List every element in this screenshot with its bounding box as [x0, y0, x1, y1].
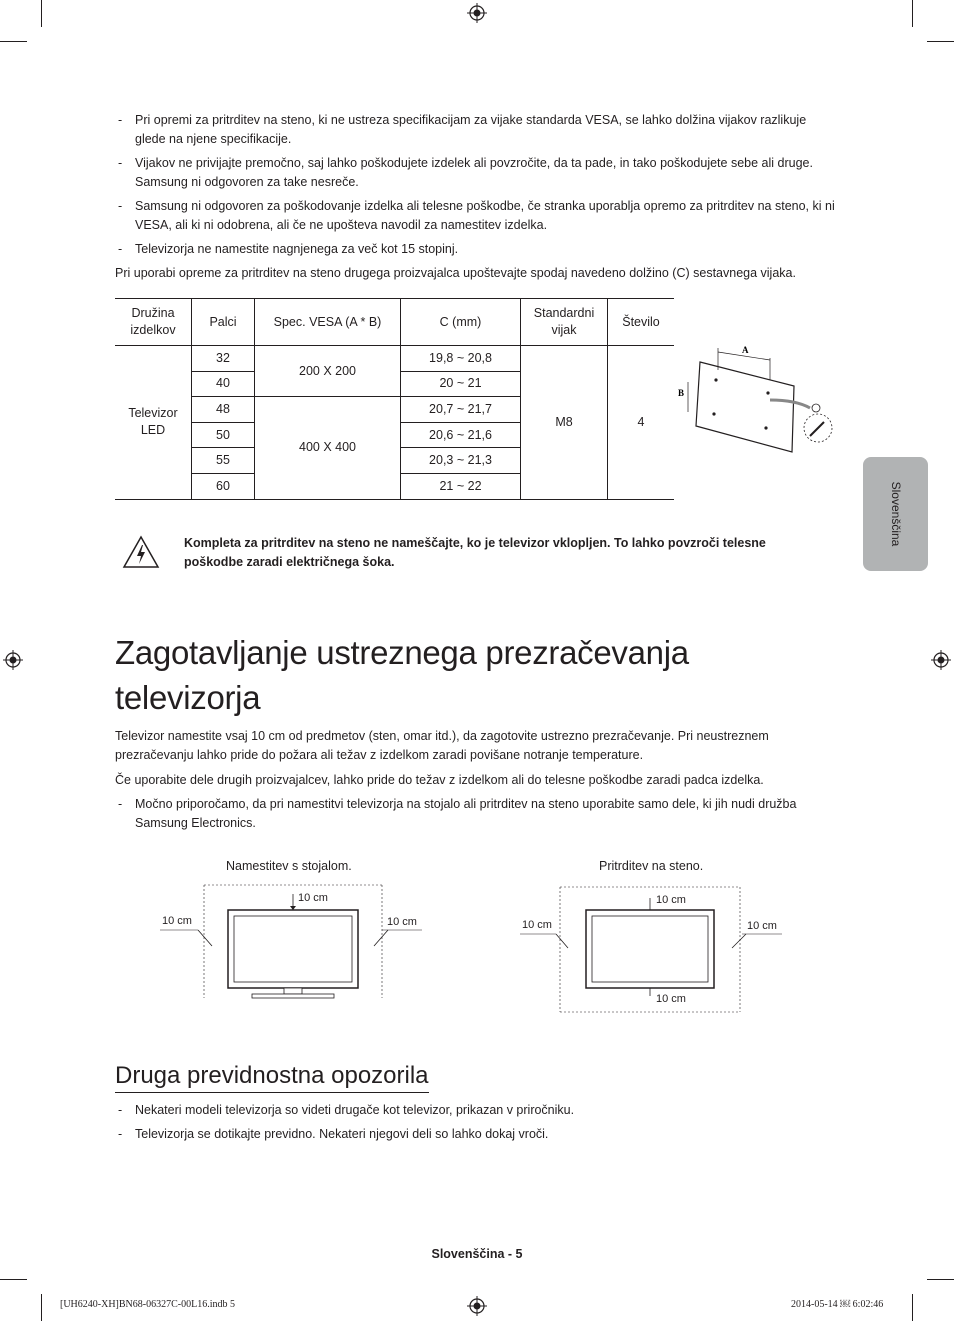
header-cell: C (mm): [401, 299, 521, 346]
registration-mark-icon: [467, 3, 487, 23]
crop-mark: [912, 0, 913, 27]
list-item: - Vijakov ne privijajte premočno, saj lahko poškodujete izdelek ali povzročite, da ta pade, in tako poškodujete sebe ali druge. Samsung ni odgovoren za take nesreče.: [118, 156, 813, 189]
list-item: - Nekateri modeli televizorja so videti drugače kot televizor, prikazan v priročniku.: [118, 1103, 575, 1117]
clearance-label-left: 10 cm: [162, 915, 192, 927]
crop-mark: [0, 41, 27, 42]
clearance-label-bottom: 10 cm: [656, 993, 686, 1005]
crop-mark: [41, 0, 42, 27]
print-slug-right: 2014-05-14 ￼ 6:02:46: [791, 1299, 884, 1310]
table-row: [115, 346, 674, 372]
header-cell: Palci: [192, 299, 255, 346]
crop-mark: [0, 1279, 27, 1280]
page-number: Slovenščina - 5: [431, 1247, 523, 1261]
diagram-label-a: A: [742, 345, 749, 355]
wall-mount-diagram: [676, 340, 836, 455]
table-cell: 400 X 400: [255, 397, 401, 499]
crop-mark: [927, 41, 954, 42]
warning-shock-icon: [122, 535, 160, 569]
clearance-label-top: 10 cm: [298, 892, 328, 904]
registration-mark-icon: [931, 650, 951, 670]
list-item: - Televizorja ne namestite nagnjenega za več kot 15 stopinj.: [118, 242, 459, 256]
table-cell: 19,8 ~ 20,8: [401, 346, 521, 372]
table-cell: 40: [192, 371, 255, 397]
table-cell: 20,3 ~ 21,3: [401, 448, 521, 474]
clearance-label-right: 10 cm: [747, 920, 777, 932]
section-heading: Zagotavljanje ustreznega prezračevanja televizorja: [115, 634, 689, 716]
paragraph: Televizor namestite vsaj 10 cm od predmetov (sten, omar itd.), da zagotovite ustrezno prezračevanje. Pri neustreznem prezračevanju lahko pride do požara ali težav z izdelkom zaradi povišane notranje temperature.: [115, 729, 769, 762]
crop-mark: [927, 1279, 954, 1280]
table-cell: 20,6 ~ 21,6: [401, 422, 521, 448]
header-cell: Standardni vijak: [521, 299, 608, 346]
diagram-label-b: B: [678, 388, 685, 398]
stand-ventilation-diagram: [160, 880, 425, 1000]
registration-mark-icon: [3, 650, 23, 670]
table-cell: 32: [192, 346, 255, 372]
table-cell: 4: [608, 346, 675, 500]
crop-mark: [41, 1294, 42, 1321]
vesa-spec-table: [115, 298, 674, 500]
list-item: - Samsung ni odgovoren za poškodovanje izdelka ali telesne poškodbe, če stranka uporablja opremo za pritrditev na steno, ki ni VESA, ali ki ni odobrena, ali če ne upošteva navodil za namestitev izdelka.: [118, 199, 835, 232]
header-cell: Družina izdelkov: [115, 299, 192, 346]
table-cell: 21 ~ 22: [401, 473, 521, 499]
figure-caption: Namestitev s stojalom.: [226, 859, 352, 873]
print-slug-left: [UH6240-XH]BN68-06327C-00L16.indb 5: [60, 1299, 235, 1310]
header-cell: Spec. VESA (A * B): [255, 299, 401, 346]
clearance-label-left: 10 cm: [522, 919, 552, 931]
table-cell: 60: [192, 473, 255, 499]
list-item: - Pri opremi za pritrditev na steno, ki ne ustreza specifikacijam za vijake standarda VESA, se lahko dolžina vijakov razlikuje glede na njene specifikacije.: [118, 113, 807, 146]
paragraph: Če uporabite dele drugih proizvajalcev, lahko pride do težav z izdelkom ali do telesne poškodbe zaradi padca izdelka.: [115, 773, 764, 787]
side-tab-label: Slovenščina: [888, 481, 903, 547]
warning-text: Kompleta za pritrditev na steno ne nameščajte, ko je televizor vklopljen. To lahko povzroči telesne poškodbe zaradi električnega šoka.: [184, 536, 766, 569]
wall-ventilation-diagram: [520, 884, 785, 1014]
table-cell: 48: [192, 397, 255, 423]
list-item: - Močno priporočamo, da pri namestitvi televizorja na stojalo ali pritrditev na steno uporabite samo dele, ki jih nudi družba Samsung Electronics.: [118, 797, 797, 830]
table-cell: Televizor LED: [115, 346, 192, 500]
section-heading: Druga previdnostna opozorila: [115, 1060, 429, 1093]
clearance-label-right: 10 cm: [387, 916, 417, 928]
table-cell: 50: [192, 422, 255, 448]
list-item: - Televizorja se dotikajte previdno. Nekateri njegovi deli so lahko dokaj vroči.: [118, 1127, 549, 1141]
crop-mark: [912, 1294, 913, 1321]
table-cell: 55: [192, 448, 255, 474]
header-cell: Število: [608, 299, 675, 346]
intro-paragraph: Pri uporabi opreme za pritrditev na steno drugega proizvajalca upoštevajte spodaj navedeno dolžino (C) sestavnega vijaka.: [115, 266, 796, 280]
language-side-tab: [863, 457, 928, 571]
figure-caption: Pritrditev na steno.: [599, 859, 704, 873]
table-cell: 20 ~ 21: [401, 371, 521, 397]
clearance-label-top: 10 cm: [656, 894, 686, 906]
registration-mark-icon: [467, 1296, 487, 1316]
table-cell: 20,7 ~ 21,7: [401, 397, 521, 423]
table-cell: M8: [521, 346, 608, 500]
table-header-row: [115, 299, 674, 346]
table-cell: 200 X 200: [255, 346, 401, 397]
